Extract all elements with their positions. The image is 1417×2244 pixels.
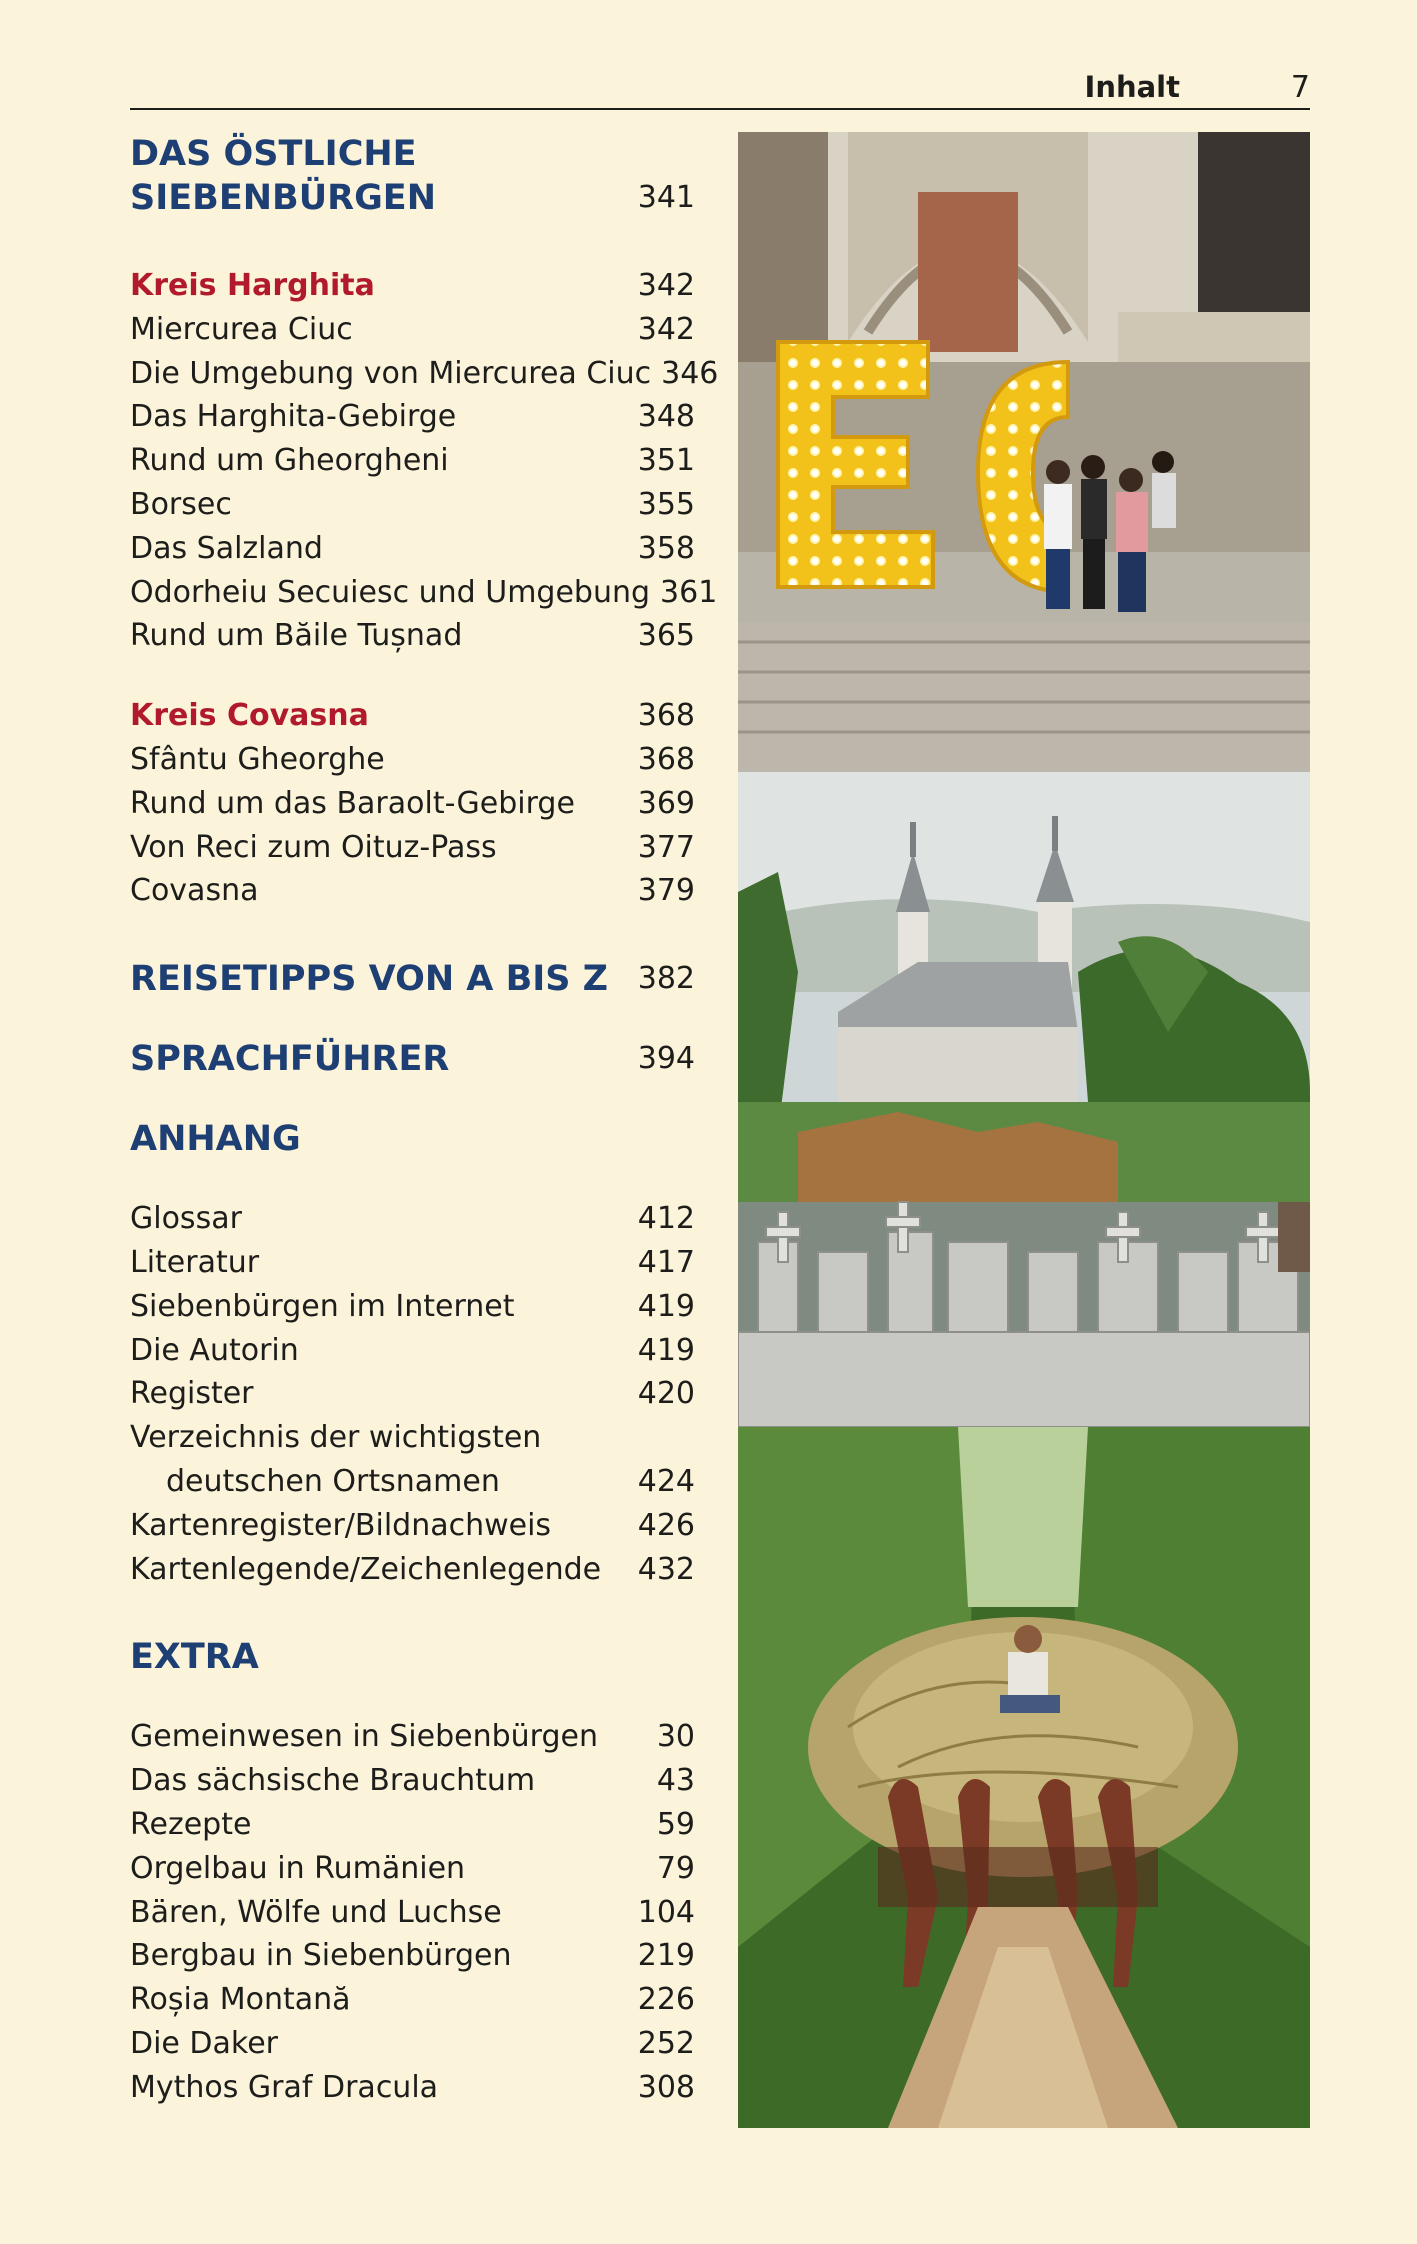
toc-entry[interactable]: Glossar 412 <box>130 1201 695 1237</box>
toc-entry[interactable]: Borsec 355 <box>130 486 695 522</box>
toc-heading-page: 394 <box>637 1041 695 1077</box>
toc-entry[interactable]: Die Daker 252 <box>130 2025 695 2061</box>
toc-entry[interactable]: Orgelbau in Rumänien 79 <box>130 1850 695 1886</box>
toc-heading-page: 382 <box>637 961 695 997</box>
running-head <box>130 70 1310 110</box>
toc-entry[interactable]: Die Umgebung von Miercurea Ciuc 346 <box>130 355 719 391</box>
toc-heading-east[interactable] <box>130 132 695 220</box>
toc-entry[interactable]: Rund um Gheorgheni 351 <box>130 443 695 479</box>
page-number: 7 <box>1290 70 1310 105</box>
toc-subheading-harghita[interactable] <box>130 264 695 308</box>
toc-entry[interactable]: Register 420 <box>130 1376 695 1412</box>
toc-entry[interactable]: Rezepte 59 <box>130 1806 695 1842</box>
toc-entry[interactable]: Odorheiu Secuiesc und Umgebung 361 <box>130 574 718 610</box>
toc-entry[interactable]: Siebenbürgen im Internet 419 <box>130 1288 695 1324</box>
toc-entry[interactable]: Kartenlegende/Zeichenlegende 432 <box>130 1551 695 1587</box>
toc-entry[interactable]: Rund um das Baraolt-Gebirge 369 <box>130 785 695 821</box>
photo-hay-cart <box>738 1427 1310 2128</box>
toc-entry[interactable]: Verzeichnis der wichtigsten <box>130 1420 542 1456</box>
toc-heading-label: ANHANG <box>130 1119 301 1160</box>
toc-heading-reisetipps[interactable] <box>130 957 695 1001</box>
toc-entry[interactable]: Gemeinwesen in Siebenbürgen 30 <box>130 1719 695 1755</box>
photo-column <box>738 132 1310 2128</box>
covasna-entries <box>130 738 695 913</box>
toc-entry[interactable]: Sfântu Gheorghe 368 <box>130 741 695 777</box>
toc-heading-label: REISETIPPS VON A BIS Z <box>130 959 609 1000</box>
running-head-title: Inhalt <box>1084 70 1180 104</box>
toc-entry[interactable]: Von Reci zum Oituz-Pass 377 <box>130 829 695 865</box>
toc-subheading-covasna[interactable] <box>130 694 695 738</box>
toc-entry[interactable]: Das sächsische Brauchtum 43 <box>130 1763 695 1799</box>
anhang-entries <box>130 1197 695 1591</box>
toc-entry[interactable]: Covasna 379 <box>130 873 695 909</box>
toc-entry[interactable]: Bären, Wölfe und Luchse 104 <box>130 1894 695 1930</box>
toc-subheading-label: Kreis Covasna <box>130 698 369 734</box>
toc-heading-anhang[interactable] <box>130 1117 695 1161</box>
toc-heading-label: DAS ÖSTLICHE SIEBENBÜRGEN <box>130 134 436 218</box>
toc-subheading-page: 342 <box>637 268 695 303</box>
toc-heading-label: SPRACHFÜHRER <box>130 1039 450 1080</box>
toc-entry[interactable]: deutschen Ortsnamen 424 <box>166 1463 695 1499</box>
toc-heading-label: EXTRA <box>130 1637 259 1678</box>
toc-entry[interactable]: Literatur 417 <box>130 1244 695 1280</box>
harghita-entries <box>130 308 719 658</box>
toc-heading-sprachfuehrer[interactable] <box>130 1037 695 1081</box>
toc-entry[interactable]: Miercurea Ciuc 342 <box>130 311 695 347</box>
photo-ec-letters <box>738 132 1310 772</box>
toc-entry[interactable]: Mythos Graf Dracula 308 <box>130 2069 695 2105</box>
toc-entry[interactable]: Die Autorin 419 <box>130 1332 695 1368</box>
toc-entry[interactable]: Bergbau in Siebenbürgen 219 <box>130 1938 695 1974</box>
toc-heading-page: 341 <box>637 180 695 215</box>
toc-entry[interactable]: Das Harghita-Gebirge 348 <box>130 399 695 435</box>
toc-entry[interactable]: Kartenregister/Bildnachweis 426 <box>130 1507 695 1543</box>
toc-entry[interactable]: Rund um Băile Tușnad 365 <box>130 618 695 654</box>
toc-entry[interactable]: Roșia Montană 226 <box>130 1982 695 2018</box>
photo-church-cemetery <box>738 772 1310 1427</box>
toc-subheading-label: Kreis Harghita <box>130 268 375 303</box>
table-of-contents <box>130 132 719 2110</box>
toc-entry[interactable]: Das Salzland 358 <box>130 530 695 566</box>
toc-subheading-page: 368 <box>637 698 695 734</box>
extra-entries <box>130 1715 695 2109</box>
toc-heading-extra[interactable] <box>130 1635 695 1679</box>
